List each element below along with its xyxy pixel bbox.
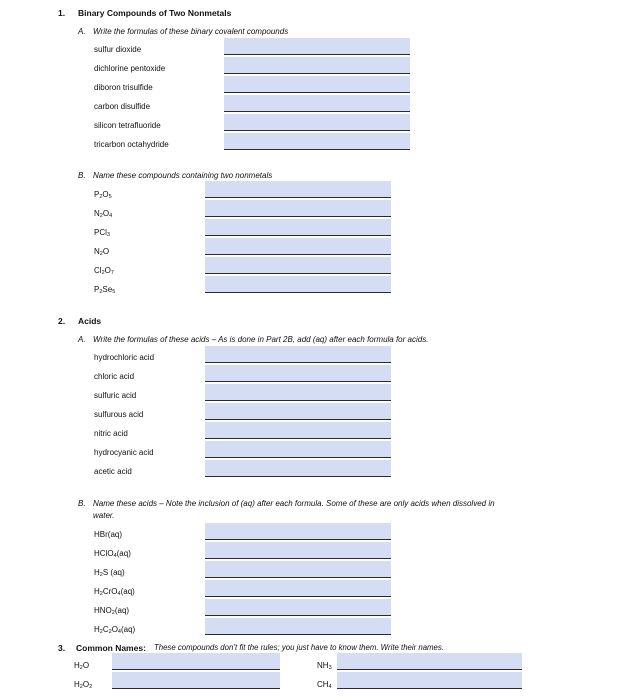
answer-field[interactable] (224, 95, 410, 112)
compound-name: silicon tetrafluoride (94, 121, 161, 130)
section-3-title: Common Names: (76, 643, 146, 653)
answer-field[interactable] (224, 114, 410, 131)
answer-field[interactable] (205, 238, 391, 255)
acid-name: chloric acid (94, 372, 135, 381)
answer-field[interactable] (205, 219, 391, 236)
formula: $P_2Se_5$ (94, 285, 116, 295)
answer-field[interactable] (205, 346, 391, 363)
answer-field[interactable] (112, 653, 280, 670)
section-1b-letter: B. (78, 171, 86, 180)
answer-field[interactable] (224, 57, 410, 74)
section-2a-instruction: Write the formulas of these acids – As is done in Part 2B, add (aq) after each formula for acids. (93, 335, 429, 344)
answer-field[interactable] (205, 200, 391, 217)
answer-field[interactable] (205, 460, 391, 477)
answer-field[interactable] (337, 653, 522, 670)
answer-field[interactable] (224, 38, 410, 55)
answer-field[interactable] (205, 542, 391, 559)
acid-name: sulfuric acid (94, 391, 137, 400)
answer-field[interactable] (205, 441, 391, 458)
acid-name: sulfurous acid (94, 410, 144, 419)
section-3-instruction: These compounds don’t fit the rules; you just have to know them. Write their names. (154, 643, 444, 652)
answer-field[interactable] (224, 76, 410, 93)
answer-field[interactable] (337, 672, 522, 689)
section-1-title: Binary Compounds of Two Nonmetals (78, 8, 232, 18)
formula: $H_2O_2$ (74, 680, 93, 690)
answer-field[interactable] (205, 523, 391, 540)
compound-name: dichlorine pentoxide (94, 64, 166, 73)
compound-name: sulfur dioxide (94, 45, 142, 54)
formula: $Cl_2O_7$ (94, 266, 114, 276)
answer-field[interactable] (205, 181, 391, 198)
section-2b-instruction-line-2: water. (93, 511, 115, 520)
section-2b-instruction-line-1: Name these acids – Note the inclusion of (aq) after each formula. Some of these are only acids when dissolved in (93, 499, 495, 508)
answer-field[interactable] (224, 133, 410, 150)
answer-field[interactable] (205, 561, 391, 578)
formula: $N_2O$ (94, 247, 110, 257)
formula: $CH_4$ (317, 680, 332, 690)
section-2-title: Acids (78, 316, 102, 326)
acid-name: nitric acid (94, 429, 128, 438)
answer-field[interactable] (205, 422, 391, 439)
section-2a-letter: A. (78, 335, 86, 344)
formula: $H_2CrO_4(aq)$ (94, 587, 135, 597)
section-3-number: 3. (58, 643, 66, 653)
formula: $P_2O_5$ (94, 190, 112, 200)
answer-field[interactable] (205, 384, 391, 401)
section-2b-letter: B. (78, 499, 86, 508)
answer-field[interactable] (205, 618, 391, 635)
answer-field[interactable] (112, 672, 280, 689)
answer-field[interactable] (205, 599, 391, 616)
answer-field[interactable] (205, 276, 391, 293)
answer-field[interactable] (205, 257, 391, 274)
formula: $H_2S$ (aq) (94, 568, 125, 578)
section-1a-letter: A. (78, 27, 86, 36)
formula: $N_2O_4$ (94, 209, 113, 219)
answer-field[interactable] (205, 580, 391, 597)
section-1-number: 1. (58, 8, 66, 18)
section-1b-instruction: Name these compounds containing two nonmetals (93, 171, 273, 180)
section-1a-instruction: Write the formulas of these binary covalent compounds (93, 27, 289, 36)
formula: HBr(aq) (94, 530, 123, 539)
compound-name: tricarbon octahydride (94, 140, 169, 149)
acid-name: hydrochloric acid (94, 353, 155, 362)
formula: PCl$_3$ (94, 228, 110, 238)
section-2-number: 2. (58, 316, 66, 326)
formula: $HNO_2(aq)$ (94, 606, 130, 616)
acid-name: acetic acid (94, 467, 132, 476)
compound-name: carbon disulfide (94, 102, 151, 111)
answer-field[interactable] (205, 403, 391, 420)
acid-name: hydrocyanic acid (94, 448, 154, 457)
formula: HClO$_4$(aq) (94, 549, 131, 559)
answer-field[interactable] (205, 365, 391, 382)
formula: $H_2C_2O_4(aq)$ (94, 625, 136, 635)
compound-name: diboron trisulfide (94, 83, 153, 92)
formula: $NH_3$ (317, 661, 332, 671)
formula: $H_2O$ (74, 661, 90, 671)
